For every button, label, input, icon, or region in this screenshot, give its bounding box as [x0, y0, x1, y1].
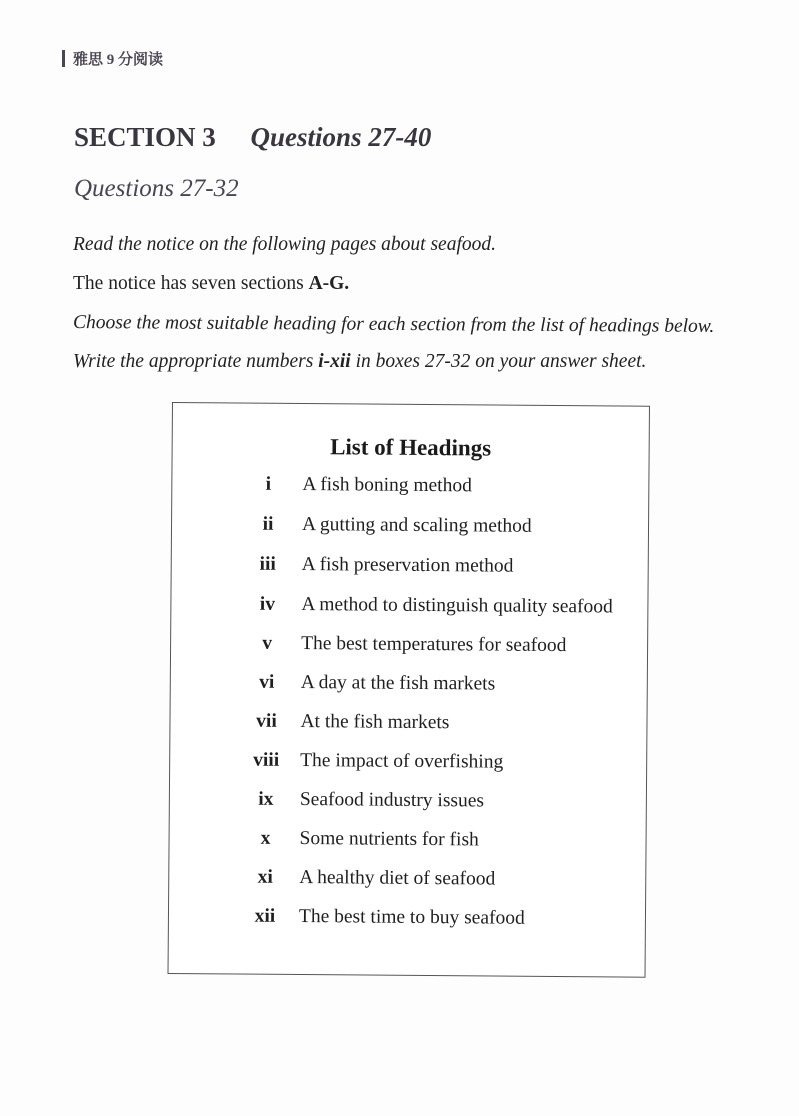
- heading-text: Some nutrients for fish: [299, 828, 479, 851]
- heading-number: ii: [262, 513, 274, 535]
- heading-item: [242, 514, 532, 538]
- heading-item: [241, 672, 496, 696]
- heading-number: iv: [259, 593, 276, 615]
- question-group-heading: Questions 27-32: [74, 175, 239, 202]
- instruction-write-numbers: [73, 351, 646, 373]
- heading-text: The impact of overfishing: [300, 750, 504, 773]
- heading-item: [242, 554, 514, 578]
- heading-text: A day at the fish markets: [300, 672, 496, 695]
- heading-item: [241, 633, 566, 658]
- heading-text: A gutting and scaling method: [301, 514, 532, 537]
- heading-text: The best temperatures for seafood: [301, 633, 567, 657]
- heading-item: [241, 594, 613, 619]
- heading-item: [242, 474, 472, 498]
- heading-number: vii: [256, 710, 277, 732]
- running-header-text: 雅思 9 分阅读: [73, 52, 164, 68]
- heading-item: [240, 789, 484, 813]
- section-title: [74, 122, 431, 153]
- heading-text: At the fish markets: [300, 711, 450, 734]
- heading-number: ix: [258, 788, 274, 810]
- heading-number: v: [262, 632, 273, 654]
- heading-number: viii: [253, 749, 280, 771]
- heading-number: xi: [257, 866, 273, 888]
- section-question-range: Questions 27-40: [250, 122, 432, 152]
- heading-text: A method to distinguish quality seafood: [301, 594, 613, 618]
- heading-text: Seafood industry issues: [299, 789, 485, 812]
- heading-text: A fish preservation method: [301, 554, 514, 577]
- heading-item: [240, 750, 503, 774]
- heading-number: i: [265, 473, 272, 495]
- heading-number: xii: [254, 905, 276, 927]
- heading-text: A healthy diet of seafood: [299, 867, 496, 890]
- instruction-read-notice: Read the notice on the following pages about seafood.: [73, 234, 496, 255]
- instruction-sections-text: The notice has seven sections: [73, 273, 304, 294]
- headings-box-title: List of Headings: [330, 434, 492, 461]
- heading-text: A fish boning method: [302, 474, 472, 497]
- heading-number: x: [260, 827, 271, 849]
- instruction-sections-range: A-G.: [308, 273, 350, 294]
- section-label: SECTION 3: [74, 122, 216, 152]
- heading-item: [240, 711, 449, 735]
- header-bar-decoration: [62, 50, 65, 67]
- list-of-headings-box: [168, 402, 650, 978]
- heading-item: [239, 828, 478, 852]
- instruction-write-tail: in boxes 27-32 on your answer sheet.: [355, 351, 647, 372]
- running-header: [62, 48, 163, 69]
- heading-number: iii: [259, 553, 276, 575]
- heading-number: vi: [259, 671, 275, 693]
- heading-text: The best time to buy seafood: [298, 906, 525, 929]
- instruction-write-range: i-xii: [318, 351, 351, 372]
- instruction-choose-heading: Choose the most suitable heading for each section from the list of headings below.: [72, 312, 715, 337]
- instruction-sections: [73, 273, 349, 295]
- heading-item: [239, 906, 525, 930]
- heading-item: [239, 867, 495, 891]
- instruction-write-text: Write the appropriate numbers: [73, 351, 314, 372]
